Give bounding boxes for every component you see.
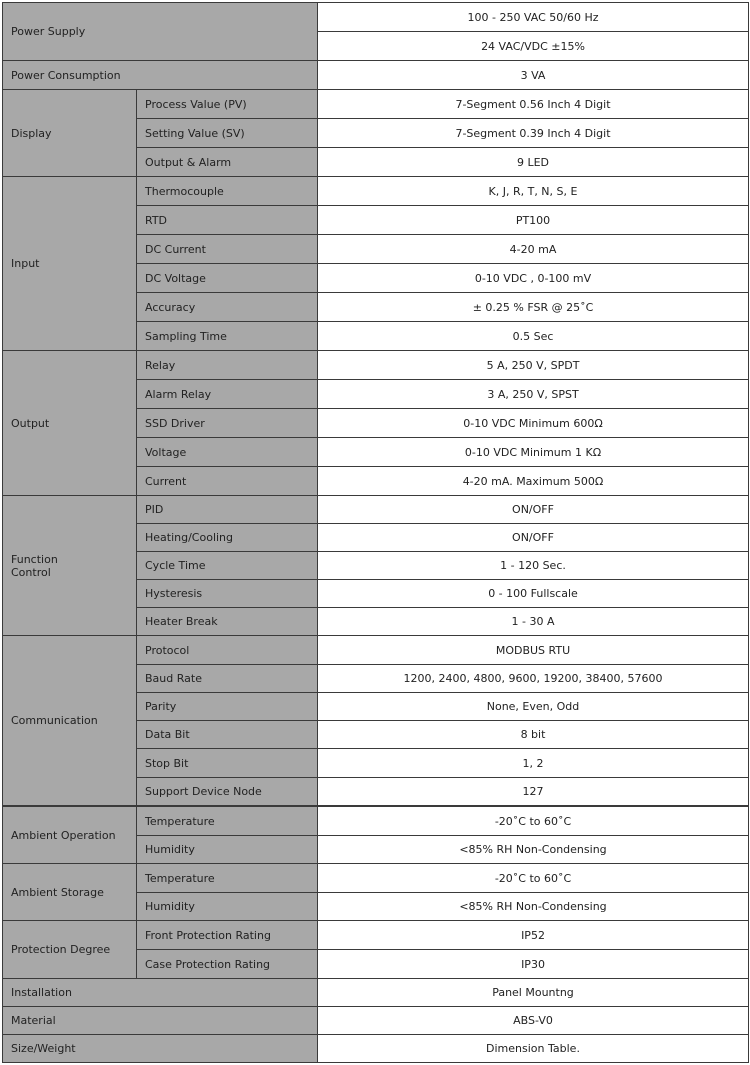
material-value: ABS-V0 [318, 1007, 749, 1035]
table-row [3, 1035, 749, 1063]
row-value: 0 - 100 Fullscale [318, 580, 749, 608]
table-row [3, 807, 749, 836]
row-value: 0-10 VDC Minimum 1 KΩ [318, 438, 749, 467]
size-weight-value: Dimension Table. [318, 1035, 749, 1063]
row-label: DC Current [137, 235, 318, 264]
row-value: 1 - 120 Sec. [318, 552, 749, 580]
function-control-label-line2: Control [11, 565, 51, 579]
installation-value: Panel Mountng [318, 979, 749, 1007]
table-row [3, 1007, 749, 1035]
table-row [3, 90, 749, 119]
row-value: 127 [318, 778, 749, 806]
material-label: Material [3, 1007, 318, 1035]
row-value: IP30 [318, 950, 749, 979]
row-value: IP52 [318, 921, 749, 950]
input-label: Input [3, 177, 137, 351]
row-label: Humidity [137, 836, 318, 864]
power-supply-value-ac: 100 - 250 VAC 50/60 Hz [318, 3, 749, 32]
row-label: Setting Value (SV) [137, 119, 318, 148]
row-value: <85% RH Non-Condensing [318, 893, 749, 921]
spec-table [2, 2, 749, 806]
row-label: DC Voltage [137, 264, 318, 293]
display-label: Display [3, 90, 137, 177]
row-value: 1, 2 [318, 749, 749, 778]
table-row [3, 3, 749, 32]
row-label: Front Protection Rating [137, 921, 318, 950]
table-row [3, 864, 749, 893]
row-label: Protocol [137, 636, 318, 665]
power-supply-label: Power Supply [3, 3, 318, 61]
row-value: 9 LED [318, 148, 749, 177]
row-label: RTD [137, 206, 318, 235]
row-value: 7-Segment 0.56 Inch 4 Digit [318, 90, 749, 119]
row-label: PID [137, 496, 318, 524]
protection-degree-label: Protection Degree [3, 921, 137, 979]
row-value: 3 A, 250 V, SPST [318, 380, 749, 409]
table-row [3, 177, 749, 206]
installation-label: Installation [3, 979, 318, 1007]
row-label: Heater Break [137, 608, 318, 636]
row-value: 5 A, 250 V, SPDT [318, 351, 749, 380]
row-value: 0.5 Sec [318, 322, 749, 351]
row-label: Case Protection Rating [137, 950, 318, 979]
row-value: 7-Segment 0.39 Inch 4 Digit [318, 119, 749, 148]
row-label: Stop Bit [137, 749, 318, 778]
output-label: Output [3, 351, 137, 496]
row-label: SSD Driver [137, 409, 318, 438]
row-value: 4-20 mA. Maximum 500Ω [318, 467, 749, 496]
row-value: K, J, R, T, N, S, E [318, 177, 749, 206]
row-label: Data Bit [137, 721, 318, 749]
row-label: Relay [137, 351, 318, 380]
row-label: Temperature [137, 807, 318, 836]
table-row [3, 921, 749, 950]
table-row [3, 351, 749, 380]
row-label: Output & Alarm [137, 148, 318, 177]
row-label: Alarm Relay [137, 380, 318, 409]
row-label: Support Device Node [137, 778, 318, 806]
row-value: PT100 [318, 206, 749, 235]
row-label: Heating/Cooling [137, 524, 318, 552]
row-value: 4-20 mA [318, 235, 749, 264]
ambient-operation-label: Ambient Operation [3, 807, 137, 864]
row-value: ± 0.25 % FSR @ 25˚C [318, 293, 749, 322]
power-supply-value-dc: 24 VAC/VDC ±15% [318, 32, 749, 61]
size-weight-label: Size/Weight [3, 1035, 318, 1063]
power-consumption-label: Power Consumption [3, 61, 318, 90]
communication-label: Communication [3, 636, 137, 806]
row-label: Hysteresis [137, 580, 318, 608]
row-label: Accuracy [137, 293, 318, 322]
row-value: 8 bit [318, 721, 749, 749]
row-value: ON/OFF [318, 524, 749, 552]
environment-table [2, 806, 749, 1063]
power-consumption-value: 3 VA [318, 61, 749, 90]
row-value: -20˚C to 60˚C [318, 864, 749, 893]
function-control-label-line1: Function [11, 552, 58, 566]
row-label: Sampling Time [137, 322, 318, 351]
row-label: Cycle Time [137, 552, 318, 580]
row-label: Humidity [137, 893, 318, 921]
row-label: Parity [137, 693, 318, 721]
row-label: Thermocouple [137, 177, 318, 206]
row-value: None, Even, Odd [318, 693, 749, 721]
ambient-storage-label: Ambient Storage [3, 864, 137, 921]
row-label: Process Value (PV) [137, 90, 318, 119]
table-row [3, 61, 749, 90]
table-row [3, 979, 749, 1007]
row-value: <85% RH Non-Condensing [318, 836, 749, 864]
row-label: Baud Rate [137, 665, 318, 693]
table-row [3, 636, 749, 665]
row-value: 1 - 30 A [318, 608, 749, 636]
row-label: Voltage [137, 438, 318, 467]
row-value: MODBUS RTU [318, 636, 749, 665]
function-control-label [3, 496, 137, 636]
row-label: Temperature [137, 864, 318, 893]
row-value: ON/OFF [318, 496, 749, 524]
row-value: 0-10 VDC , 0-100 mV [318, 264, 749, 293]
row-label: Current [137, 467, 318, 496]
table-row [3, 496, 749, 524]
row-value: 0-10 VDC Minimum 600Ω [318, 409, 749, 438]
row-value: -20˚C to 60˚C [318, 807, 749, 836]
row-value: 1200, 2400, 4800, 9600, 19200, 38400, 57600 [318, 665, 749, 693]
